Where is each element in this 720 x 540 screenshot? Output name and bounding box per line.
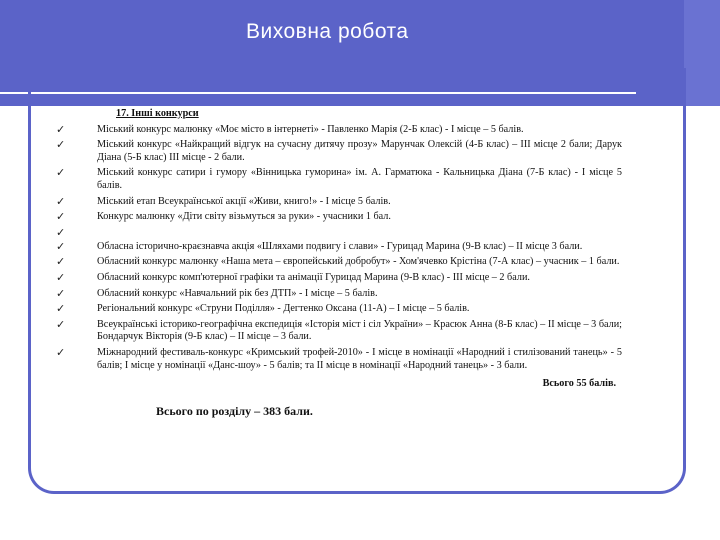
contest-list <box>56 124 622 373</box>
list-item <box>56 167 622 192</box>
list-item-text: Міський конкурс сатири і гумору «Вінницька гуморина» ім. А. Гарматюка - Кальницька Діана (7-Б клас) - І місце 5 балів. <box>97 167 622 191</box>
list-item <box>56 124 622 137</box>
list-item-text: Обласний конкурс «Навчальний рік без ДТП» - І місце – 5 балів. <box>97 287 378 299</box>
list-item-text: Обласний конкурс малюнку «Наша мета – європейський добробут» - Хом'ячевко Крістіна (7-А клас) – учасник – 1 бали. <box>97 256 620 268</box>
slide-title: Виховна робота <box>246 20 409 43</box>
section-title: 17. Інші конкурси <box>116 108 199 119</box>
checkmark-icon: ✓ <box>56 286 66 300</box>
checkmark-icon: ✓ <box>56 225 66 239</box>
list-item <box>56 196 622 209</box>
checkmark-icon: ✓ <box>56 302 66 316</box>
checkmark-icon: ✓ <box>56 239 66 253</box>
list-item <box>56 272 622 285</box>
list-item-text: Регіональний конкурс «Струни Поділля» - Дегтенко Оксана (11-А) – І місце – 5 балів. <box>97 303 470 315</box>
list-item-text: Обласний конкурс комп'ютерної графіки та анімації Гурицад Марина (9-В клас) - ІІІ місце – 2 бали. <box>97 271 530 283</box>
checkmark-icon: ✓ <box>56 210 66 224</box>
list-item <box>56 211 622 224</box>
list-item <box>56 139 622 164</box>
subtotal-line: Всього 55 балів. <box>542 378 616 390</box>
list-item <box>56 227 622 238</box>
checkmark-icon: ✓ <box>56 138 66 152</box>
header-corner <box>684 0 720 106</box>
list-item <box>56 319 622 344</box>
checkmark-icon: ✓ <box>56 270 66 284</box>
list-item-text: Міський етап Всеукраїнської акції «Живи, книго!» - І місце 5 балів. <box>97 195 391 207</box>
list-item <box>56 256 622 269</box>
checkmark-icon: ✓ <box>56 345 66 359</box>
checkmark-icon: ✓ <box>56 255 66 269</box>
list-item-text: Обласна історично-краєзнавча акція «Шляхами подвигу і слави» - Гурицад Марина (9-В клас) – ІІ місце 3 бали. <box>97 240 583 252</box>
section-total: Всього по розділу – 383 бали. <box>156 403 313 418</box>
list-item-text: Міський конкурс «Найкращий відгук на сучасну дитячу прозу» Марунчак Олексій (4-Б клас) – ІІІ місце 2 бали; Дарук Діана (5-Б клас) ІІІ місце - 2 бали. <box>97 139 622 163</box>
list-item <box>56 241 622 254</box>
checkmark-icon: ✓ <box>56 194 66 208</box>
list-item <box>56 303 622 316</box>
list-item <box>56 347 622 372</box>
list-item-text: Всеукраїнські історико-географічна експедиція «Історія міст і сіл України» – Красюк Анна (8-Б клас) – ІІ місце – 3 бали; Бондарчук Вікторія (9-Б клас) – ІІ місце – 3 бали. <box>97 318 622 343</box>
list-item-text: Міжнародний фестиваль-конкурс «Кримський трофей-2010» - І місце в номінації «Народний і стилізований танець» - 5 балів; І місце у номінації «Данс-шоу» - 5 балів; та ІІ місце в номінації «Народний танець» - 3 бали. <box>97 346 622 371</box>
list-item-text: Конкурс малюнку «Діти світу візьмуться за руки» - учасники 1 бал. <box>97 211 391 223</box>
checkmark-icon: ✓ <box>56 122 66 136</box>
list-item <box>56 288 622 301</box>
list-item-text: Міський конкурс малюнку «Моє місто в інтернеті» - Павленко Марія (2-Б клас) - І місце – 5 балів. <box>97 123 524 135</box>
checkmark-icon: ✓ <box>56 166 66 180</box>
document-scan <box>56 108 622 417</box>
checkmark-icon: ✓ <box>56 317 66 331</box>
